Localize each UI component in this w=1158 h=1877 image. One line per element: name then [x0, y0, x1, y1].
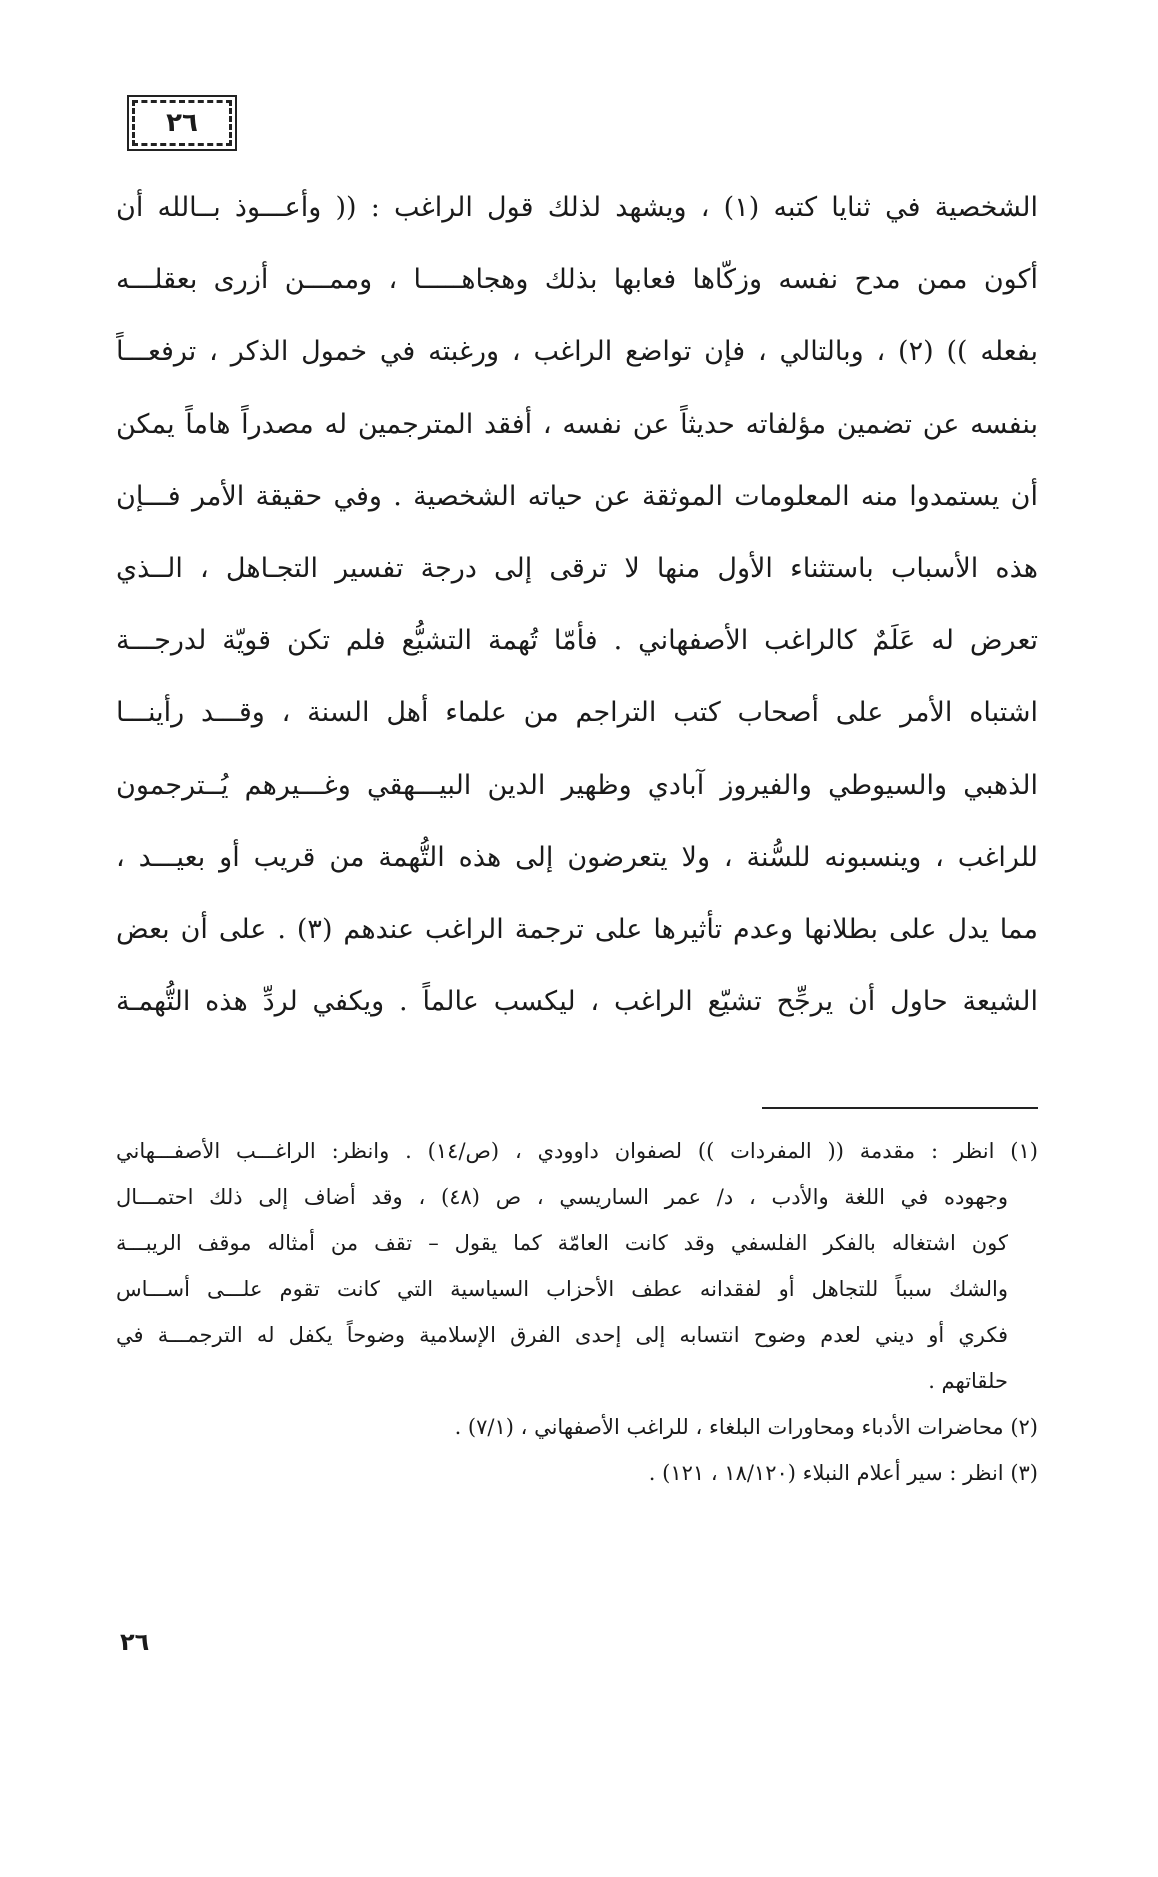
page-number-footer: ٢٦ — [120, 1628, 150, 1656]
page-number-header — [132, 100, 232, 146]
main-text-line: اشتباه الأمر على أصحاب كتب التراجم من علماء أهل السنة ، وقـــد رأينـــا — [116, 697, 1038, 729]
footnote-line: حلقاتهم . — [928, 1369, 1008, 1393]
footnotes — [116, 1128, 1038, 1496]
main-text-line: هذه الأسباب باستثناء الأول منها لا ترقى إلى درجة تفسير التجـاهل ، الــذي — [116, 552, 1038, 584]
main-text-line: الذهبي والسيوطي والفيروز آبادي وظهير الدين البيـــهقي وغـــيرهم يُــترجمون — [116, 769, 1038, 801]
main-text-line: الشخصية في ثنايا كتبه (١) ، ويشهد لذلك قول الراغب : (( وأعـــوذ بــالله أن — [116, 192, 1038, 223]
page-number-header-text: ٢٦ — [166, 108, 198, 138]
main-text-line: أكون ممن مدح نفسه وزكّاها فعابها بذلك وهجاهـــــا ، وممـــن أزرى بعقلـــه — [116, 264, 1038, 296]
footnote-line: فكري أو ديني لعدم وضوح انتسابه إلى إحدى الفرق الإسلامية وضوحاً يكفل له الترجمـــة في — [116, 1323, 1008, 1347]
footnote-line: (٣) انظر : سير أعلام النبلاء (١٨/١٢٠ ، ١٢١) . — [648, 1461, 1038, 1485]
footnote-line: (٢) محاضرات الأدباء ومحاورات البلغاء ، للراغب الأصفهاني ، (٧/١) . — [454, 1415, 1038, 1439]
main-text-body — [116, 172, 1038, 1038]
main-text-line: الشيعة حاول أن يرجِّح تشيّع الراغب ، ليكسب عالماً . ويكفي لردِّ هذه التُّهمـة — [116, 986, 1038, 1018]
main-text-line: للراغب ، وينسبونه للسُّنة ، ولا يتعرضون إلى هذه التُّهمة من قريب أو بعيـــد ، — [116, 841, 1038, 873]
footnote-separator — [762, 1107, 1038, 1109]
main-text-line: تعرض له عَلَمٌ كالراغب الأصفهاني . فأمّا تُهمة التشيُّع فلم تكن قويّة لدرجـــة — [116, 625, 1038, 657]
main-text-line: مما يدل على بطلانها وعدم تأثيرها على ترجمة الراغب عندهم (٣) . على أن بعض — [116, 913, 1038, 945]
footnote-line: (١) انظر : مقدمة (( المفردات )) لصفوان داوودي ، (ص/١٤) . وانظر: الراغـــب الأصفـــهاني — [116, 1139, 1038, 1163]
footnote-line: كون اشتغاله بالفكر الفلسفي وقد كانت العامّة كما يقول – تقف من أمثاله موقف الريبـــة — [116, 1231, 1008, 1255]
main-text-line: بنفسه عن تضمين مؤلفاته حديثاً عن نفسه ، أفقد المترجمين له مصدراً هاماً يمكن — [116, 408, 1038, 440]
main-text-line: أن يستمدوا منه المعلومات الموثقة عن حياته الشخصية . وفي حقيقة الأمر فـــإن — [116, 480, 1038, 512]
footnote-line: وجهوده في اللغة والأدب ، د/ عمر الساريسي ، ص (٤٨) ، وقد أضاف إلى ذلك احتمـــال — [116, 1185, 1008, 1209]
footnote-line: والشك سبباً للتجاهل أو لفقدانه عطف الأحزاب السياسية التي كانت تقوم علـــى أســـاس — [116, 1277, 1008, 1301]
main-text-line: بفعله )) (٢) ، وبالتالي ، فإن تواضع الراغب ، ورغبته في خمول الذكر ، ترفعـــاً — [116, 336, 1038, 368]
